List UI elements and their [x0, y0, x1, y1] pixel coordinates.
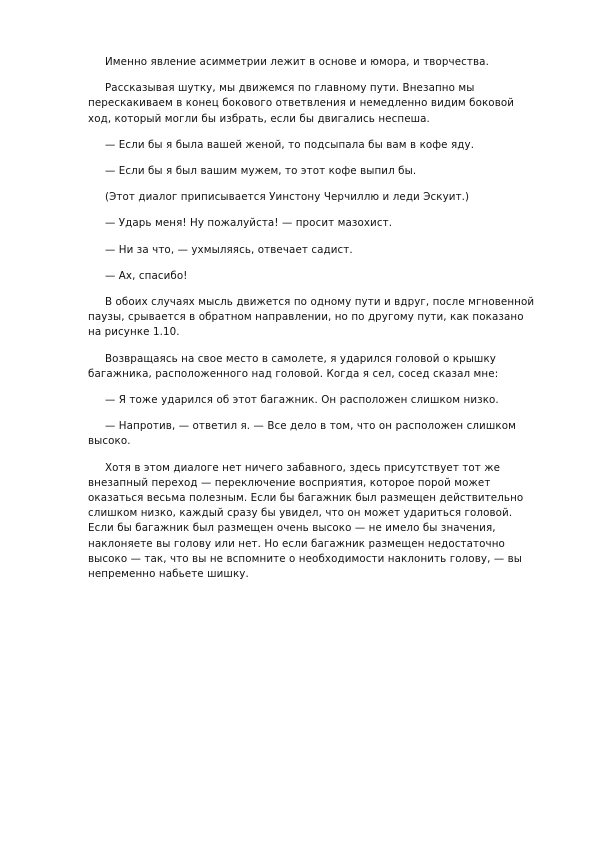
dialogue-line: — Ни за что, — ухмыляясь, отвечает садист. [105, 243, 353, 256]
dialogue-line: — Ударь меня! Ну пожалуйста! — просит мазохист. [105, 217, 393, 230]
paragraph: В обоих случаях мысль движется по одному пути и вдруг, после мгновенной паузы, срывается в обратном направлении, но по другому пути, как показано на рисунке 1.10. [88, 296, 535, 339]
paragraph: Хотя в этом диалоге нет ничего забавного, здесь присутствует тот же внезапный переход — переключение восприятия, которое порой может оказаться весьма полезным. Если бы багажник был размещен действительно слишком низко, каждый сразу бы увидел, что он может удариться головой. Если бы багажник был размещен очень высоко — не имело бы значения, наклоняете вы голову или нет. Но если багажник размещен недостаточно высоко — так, что вы не вспомните о необходимости наклонить голову, — вы непременно набьете шишку. [88, 461, 524, 581]
dialogue-line: — Если бы я была вашей женой, то подсыпала бы вам в кофе яду. [105, 138, 475, 151]
paragraph: Возвращаясь на свое место в самолете, я ударился головой о крышку багажника, расположенного над головой. Когда я сел, сосед сказал мне: [88, 352, 499, 380]
paragraph: Именно явление асимметрии лежит в основе и юмора, и творчества. [105, 56, 489, 68]
dialogue-line: — Напротив, — ответил я. — Все дело в том, что он расположен слишком высоко. [88, 420, 516, 448]
paragraph: Рассказывая шутку, мы движемся по главному пути. Внезапно мы перескакиваем в конец бокового ответвления и немедленно видим боковой ход, который могли бы избрать, если бы двигались неспеша. [88, 82, 515, 125]
paragraph: (Этот диалог приписывается Уинстону Черчиллю и леди Эскуит.) [105, 191, 470, 204]
dialogue-line: — Ах, спасибо! [105, 269, 188, 282]
dialogue-line: — Я тоже ударился об этот багажник. Он расположен слишком низко. [105, 394, 499, 407]
document-body [88, 55, 538, 593]
dialogue-line: — Если бы я был вашим мужем, то этот кофе выпил бы. [105, 165, 417, 178]
